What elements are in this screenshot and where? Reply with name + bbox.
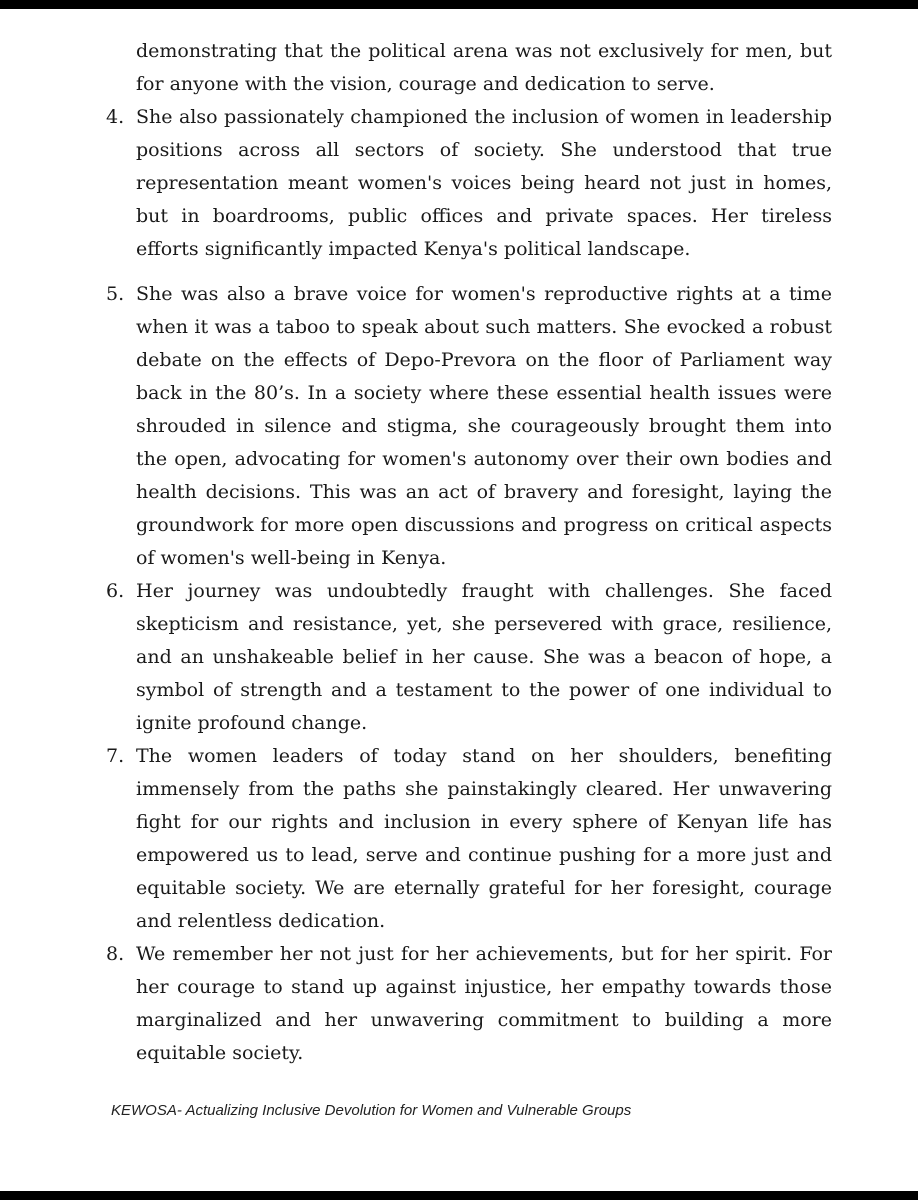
list-item-text: She was also a brave voice for women's reproductive rights at a time when it was a taboo to speak about such matters. She evocked a robust debate on the effects of Depo-Prevora on the floor of Parliament way back in the 80’s. In a society where these essential health issues were shrouded in silence and stigma, she courageously brought them into the open, advocating for women's autonomy over their own bodies and health decisions. This was an act of bravery and foresight, laying the groundwork for more open discussions and progress on critical aspects of women's well-being in Kenya.	[136, 283, 832, 569]
list-item-text: The women leaders of today stand on her shoulders, benefiting immensely from the paths she painstakingly cleared. Her unwavering fight for our rights and inclusion in every sphere of Kenyan life has empowered us to lead, serve and continue pushing for a more just and equitable society. We are eternally grateful for her foresight, courage and relentless dedication.	[136, 745, 832, 932]
list-item-number: 5.	[106, 283, 125, 305]
paragraph-continuation: demonstrating that the political arena was not exclusively for men, but for anyone with the vision, courage and dedication to serve.	[136, 40, 832, 95]
list-item	[106, 101, 832, 266]
list-item	[106, 938, 832, 1070]
document-body	[106, 35, 832, 1070]
top-border-bar	[0, 0, 918, 9]
page-footer: KEWOSA- Actualizing Inclusive Devolution for Women and Vulnerable Groups	[111, 1102, 632, 1119]
bottom-border-bar	[0, 1191, 918, 1200]
list-item-text: She also passionately championed the inclusion of women in leadership positions across all sectors of society. She understood that true representation meant women's voices being heard not just in homes, but in boardrooms, public offices and private spaces. Her tireless efforts significantly impacted Kenya's political landscape.	[136, 106, 832, 260]
list-item-text: We remember her not just for her achievements, but for her spirit. For her courage to stand up against injustice, her empathy towards those marginalized and her unwavering commitment to building a more equitable society.	[136, 943, 832, 1064]
list-item-text: Her journey was undoubtedly fraught with challenges. She faced skepticism and resistance, yet, she persevered with grace, resilience, and an unshakeable belief in her cause. She was a beacon of hope, a symbol of strength and a testament to the power of one individual to ignite profound change.	[136, 580, 832, 734]
numbered-list	[106, 101, 832, 1070]
list-item	[106, 575, 832, 740]
list-item-number: 7.	[106, 745, 125, 767]
list-item-number: 6.	[106, 580, 125, 602]
list-item-number: 4.	[106, 106, 125, 128]
list-item-number: 8.	[106, 943, 125, 965]
list-item	[106, 278, 832, 575]
list-item	[106, 740, 832, 938]
